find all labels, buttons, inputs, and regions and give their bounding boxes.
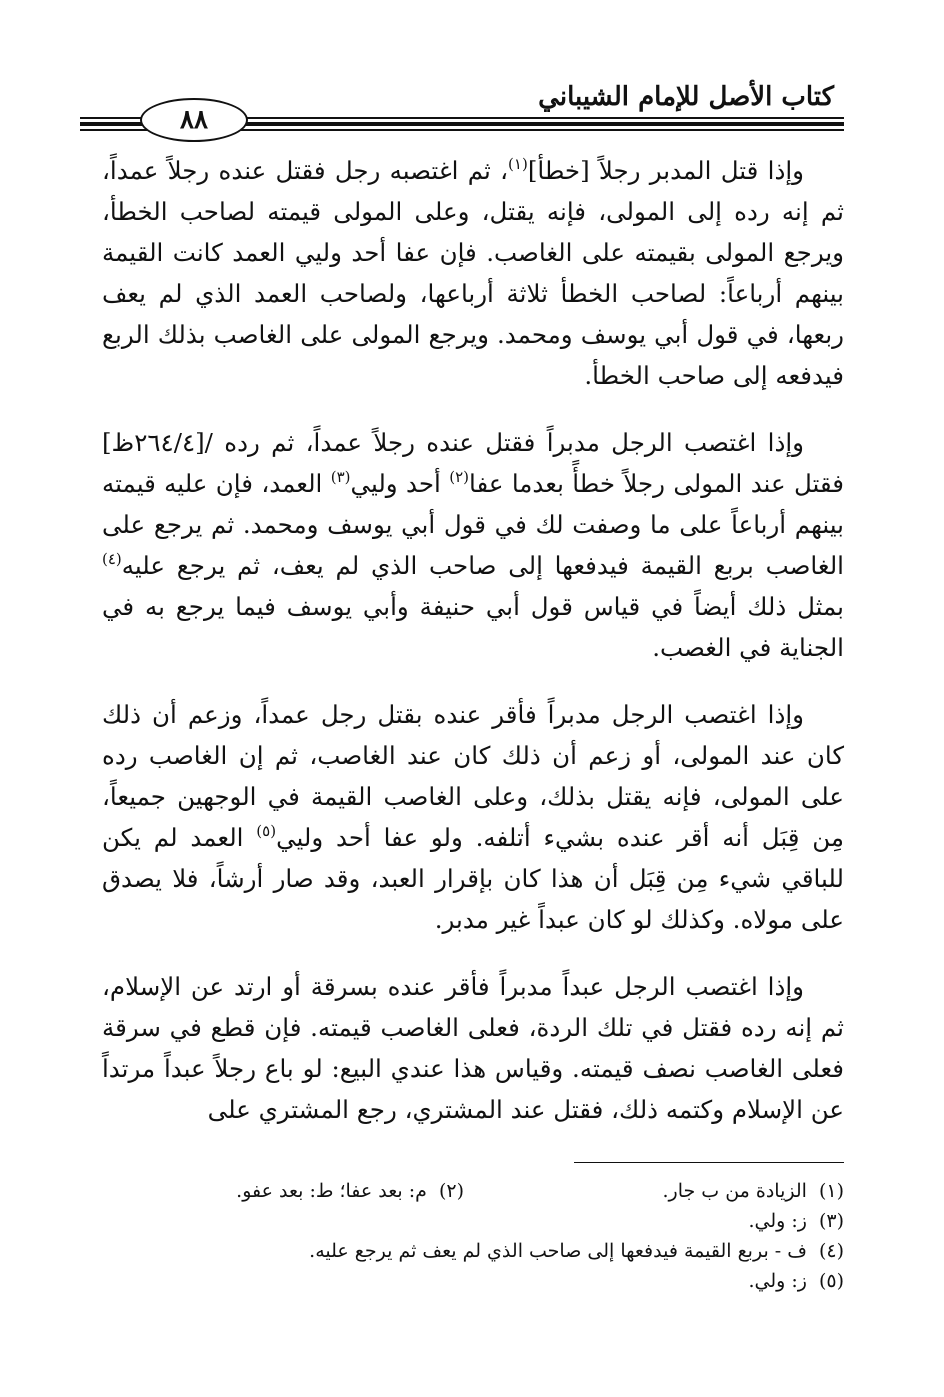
footnote-number: (٥)	[818, 1270, 844, 1292]
text-segment: العمد لم يكن للباقي شيء مِن قِبَل أن هذا كان بإقرار العبد، وقد صار أرشاً، فلا يصدق على مولاه. وكذلك لو كان عبداً غير مدبر.	[102, 823, 844, 934]
footnote-number: (٤)	[818, 1240, 844, 1262]
text-segment: وإذا اغتصب الرجل عبداً مدبراً فأقر عنده بسرقة أو ارتد عن الإسلام، ثم إنه رده فقتل في تلك الردة، فعلى الغاصب قيمته. فإن قطع في سرقة فعلى الغاصب نصف قيمته. وقياس هذا عندي البيع: لو باع رجلاً عبداً مرتداً عن الإسلام وكتمه ذلك، فقتل عند المشتري، رجع المشتري على	[102, 972, 844, 1124]
page-number: ٨٨	[180, 105, 208, 135]
footnote-ref[interactable]: (١)	[508, 155, 528, 173]
footnote-line	[102, 1266, 844, 1296]
text-segment: وإذا اغتصب الرجل مدبراً فقتل عنده رجلاً عمداً، ثم رده /[٢٦٤/٤ظ] فقتل عند المولى رجلاً خطأً بعدما عفا	[102, 428, 844, 498]
text-segment: أحد وليي	[350, 469, 450, 498]
footnote	[464, 1176, 844, 1206]
footnotes	[102, 1176, 844, 1296]
footnote-ref[interactable]: (٤)	[102, 550, 122, 568]
paragraph	[102, 694, 844, 940]
footnote-number: (١)	[818, 1180, 844, 1202]
footnote-line	[102, 1176, 844, 1206]
paragraph	[102, 422, 844, 668]
paragraph	[102, 966, 844, 1130]
text-segment: ، ثم اغتصبه رجل فقتل عنده رجلاً عمداً، ثم إنه رده إلى المولى، فإنه يقتل، وعلى المولى قيمته لصاحب الخطأ، ويرجع المولى بقيمته على الغاصب. فإن عفا أحد وليي العمد كانت القيمة بينهم أرباعاً: لصاحب الخطأ ثلاثة أرباعها، ولصاحب العمد الذي لم يعف ربعها، في قول أبي يوسف ومحمد. ويرجع المولى على الغاصب بذلك الربع فيدفعه إلى صاحب الخطأ.	[102, 156, 844, 390]
footnote-line	[102, 1206, 844, 1236]
footnote-ref[interactable]: (٥)	[256, 822, 277, 840]
footnote-line	[102, 1236, 844, 1266]
footnote-number: (٣)	[818, 1210, 844, 1232]
footnote-text: م: بعد عفا؛ ط: بعد عفو.	[236, 1180, 427, 1202]
footnote	[748, 1266, 844, 1296]
footnote	[236, 1176, 464, 1206]
text-segment: وإذا اغتصب الرجل مدبراً فأقر عنده بقتل رجل عمداً، وزعم أن ذلك كان عند المولى، أو زعم أن ذلك كان عند الغاصب، ثم إن الغاصب رده على المولى، فإنه يقتل بذلك، وعلى الغاصب القيمة في الوجهين جميعاً، مِن قِبَل أنه أقر عنده بشيء أتلفه. ولو عفا أحد وليي	[102, 700, 844, 852]
text-segment: العمد، فإن عليه قيمته بينهم أرباعاً على ما وصفت لك في قول أبي يوسف ومحمد. ثم يرجع على الغاصب بربع القيمة فيدفعها إلى صاحب الذي لم يعف، ثم يرجع عليه	[102, 469, 844, 580]
footnote-text: ف - بربع القيمة فيدفعها إلى صاحب الذي لم يعف ثم يرجع عليه.	[309, 1240, 807, 1262]
footnote-text: الزيادة من ب جار.	[662, 1180, 807, 1202]
footnote-ref[interactable]: (٢)	[449, 468, 469, 486]
footnote	[748, 1206, 844, 1236]
text-segment: وإذا قتل المدبر رجلاً [خطأ]	[527, 156, 805, 185]
main-text	[102, 150, 844, 1156]
footnote-number: (٢)	[438, 1180, 464, 1202]
footnote-text: ز: ولي.	[748, 1270, 807, 1292]
footnote-ref[interactable]: (٣)	[330, 468, 351, 486]
book-title: كتاب الأصل للإمام الشيباني	[538, 82, 834, 112]
page-header	[80, 78, 844, 134]
text-segment: بمثل ذلك أيضاً في قياس قول أبي حنيفة وأبي يوسف فيما يرجع به في الجناية في الغصب.	[102, 592, 844, 662]
footnote-text: ز: ولي.	[748, 1210, 807, 1232]
paragraph	[102, 150, 844, 396]
footnote-separator	[574, 1162, 844, 1163]
footnote	[309, 1236, 844, 1266]
page-number-badge	[140, 98, 248, 142]
